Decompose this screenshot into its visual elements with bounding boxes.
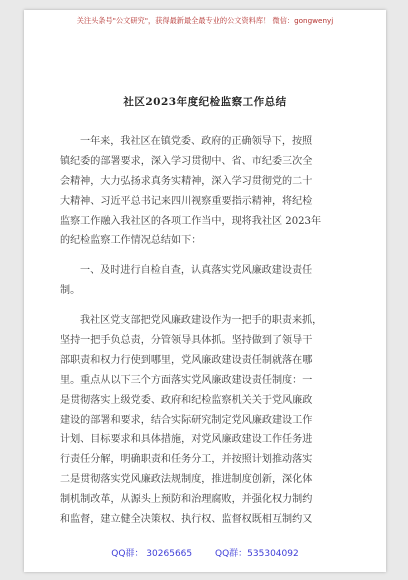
header-promo-note: 关注头条号"公文研究"，获得最新最全最专业的公文资料库！ 微信：gongwenyj [76,16,334,25]
footer-qq-group-1: QQ群： 30265665 [111,549,193,559]
footer-qq-group-2: QQ群：535304092 [215,549,299,559]
text-line: 制机制改革，从源头上预防和治理腐败，并强化权力制约 [60,494,313,506]
text-line: 我社区党支部把党风廉政建设作为一把手的职责来抓， [80,315,323,327]
text-line: 部职责和权力行使到哪里，党风廉政建设责任制就落在哪 [60,354,313,366]
text-line: 二是贯彻落实党风廉政法规制度，推进制度创新，深化体 [60,474,313,486]
text-line: 里。重点从以下三个方面落实党风廉政建设责任制度：一 [60,374,313,386]
text-line: 是贯彻落实上级党委、政府和纪检监察机关关于党风廉政 [60,394,313,406]
paragraph-responsibility [60,311,356,530]
text-line: 和监督，建立健全决策权、执行权、监督权既相互制约又 [60,514,313,526]
text-line: 大精神、习近平总书记来四川视察重要指示精神，将纪检 [60,195,313,207]
document-body [60,132,356,530]
document-title: 社区2023年度纪检监察工作总结 [123,96,287,108]
text-line: 会精神，大力弘扬求真务实精神，深入学习贯彻党的二十 [60,175,313,187]
text-line: 一年来，我社区在镇党委、政府的正确领导下，按照 [80,136,313,147]
text-line: 的纪检监察工作情况总结如下： [60,235,202,247]
text-line: 监察工作融入我社区的各项工作当中，现将我社区 2023年 [60,215,322,227]
text-line: 行责任分解，明确职责和任务分工，并按照计划推动落实 [60,454,313,466]
text-line: 坚持一把手负总责，分管领导具体抓。坚持做到了领导干 [60,335,313,347]
footer-contact [24,546,386,559]
document-page [24,10,386,572]
text-line: 制。 [60,285,81,297]
text-line: 镇纪委的部署要求，深入学习贯彻中、省、市纪委三次全 [60,155,313,167]
text-line: 一、及时进行自检自查，认真落实党风廉政建设责任 [80,265,313,277]
section-heading-1 [60,261,356,301]
paragraph-intro [60,132,356,251]
text-line: 计划、目标要求和具体措施，对党风廉政建设工作任务进 [60,434,313,446]
text-line: 建设的部署和要求，结合实际研究制定党风廉政建设工作 [60,414,313,426]
